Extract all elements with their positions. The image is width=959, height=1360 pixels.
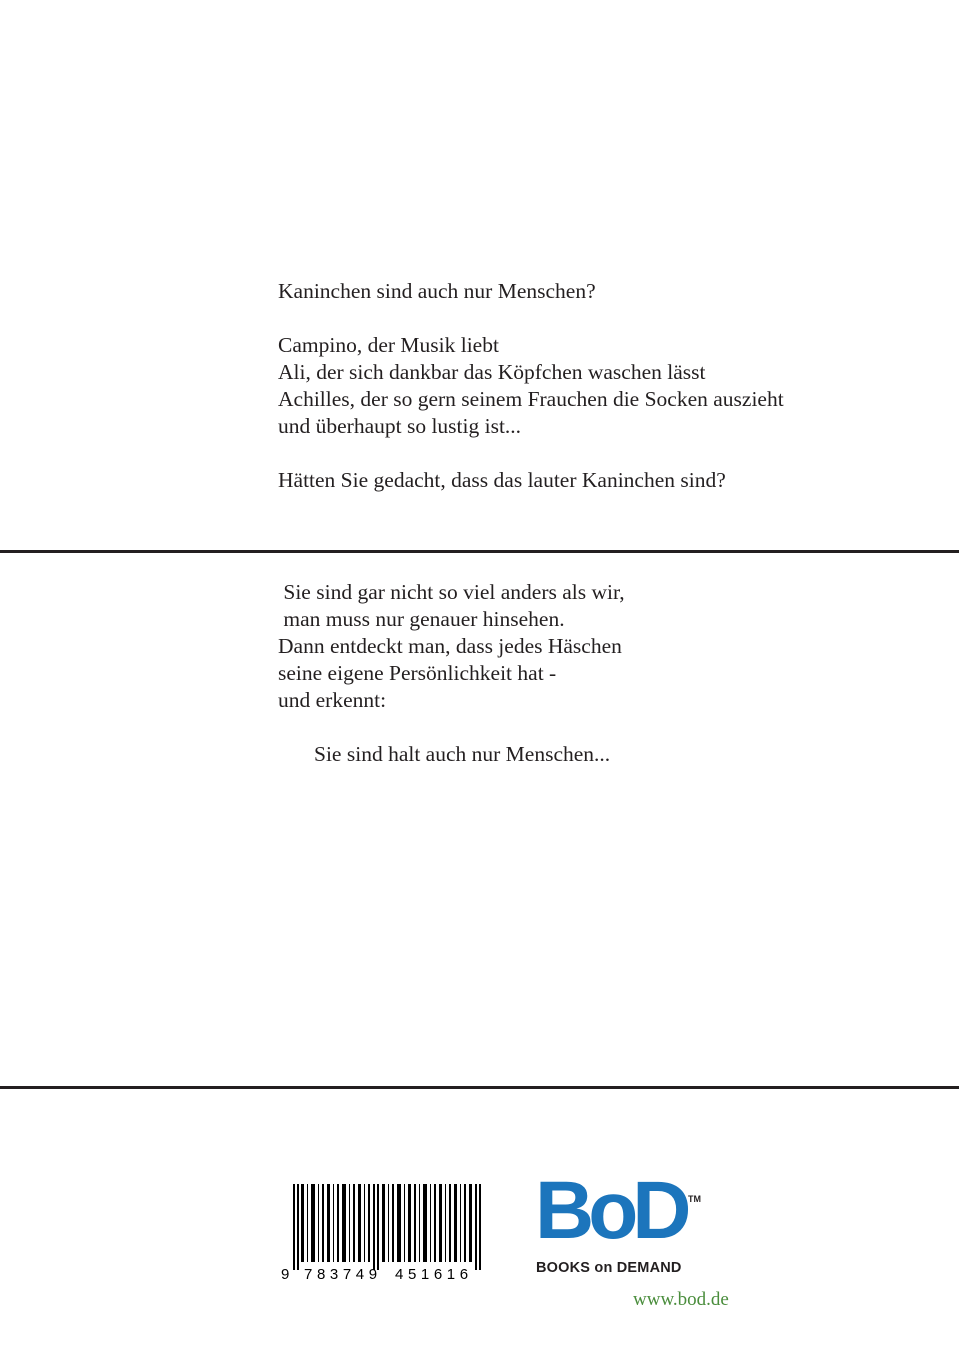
bod-logo-wordmark: BoD (535, 1165, 686, 1256)
blurb-line: Sie sind gar nicht so viel anders als wir, (278, 580, 625, 604)
barcode-digit-group: 451616 (395, 1266, 473, 1283)
barcode-bar (439, 1184, 442, 1262)
blurb-line: seine eigene Persönlichkeit hat - (278, 661, 557, 685)
barcode-bar (358, 1184, 361, 1262)
trademark-mark: TM (688, 1194, 701, 1204)
blurb-line: Dann entdeckt man, dass jedes Häschen (278, 634, 622, 658)
barcode-bars (279, 1184, 483, 1270)
barcode-bar (293, 1184, 295, 1270)
barcode-bar (388, 1184, 389, 1262)
barcode-bar (382, 1184, 385, 1262)
barcode-digit-group: 9 (281, 1266, 290, 1283)
barcode-bar (337, 1184, 339, 1262)
barcode-bar (301, 1184, 304, 1262)
barcode-bar (464, 1184, 466, 1262)
barcode-bar (454, 1184, 457, 1262)
barcode-bar (327, 1184, 330, 1262)
divider-lower (0, 1086, 959, 1089)
barcode-bar (414, 1184, 416, 1262)
barcode-bar (408, 1184, 411, 1262)
publisher-url[interactable]: www.bod.de (633, 1289, 729, 1310)
blurb-line: und überhaupt so lustig ist... (278, 414, 522, 438)
barcode-digits (279, 1266, 483, 1284)
barcode-bar (297, 1184, 299, 1270)
barcode-bar (353, 1184, 355, 1262)
barcode-bar (333, 1184, 334, 1262)
blurb-line: und erkennt: (278, 688, 387, 712)
barcode-bar (434, 1184, 436, 1262)
barcode-bar (430, 1184, 431, 1262)
blurb-line: man muss nur genauer hinsehen. (278, 607, 565, 631)
blurb-closing: Sie sind halt auch nur Menschen... (314, 742, 611, 766)
blurb-question: Hätten Sie gedacht, dass das lauter Kaninchen sind? (278, 468, 726, 492)
bod-tagline: BOOKS on DEMAND (536, 1260, 682, 1276)
barcode-bar (397, 1184, 401, 1262)
barcode-bar (377, 1184, 379, 1270)
barcode-bar (445, 1184, 446, 1262)
divider-upper (0, 550, 959, 553)
barcode-bar (423, 1184, 427, 1262)
barcode-bar (479, 1184, 481, 1270)
bod-logo (535, 1165, 705, 1280)
barcode-bar (475, 1184, 477, 1270)
barcode-bar (469, 1184, 472, 1262)
blurb-upper (278, 278, 784, 494)
barcode-bar (419, 1184, 420, 1262)
barcode-bar (449, 1184, 451, 1262)
barcode-bar (392, 1184, 394, 1262)
barcode-bar (307, 1184, 308, 1262)
barcode-bar (322, 1184, 324, 1262)
barcode-bar (404, 1184, 405, 1262)
barcode-bar (364, 1184, 365, 1262)
barcode-bar (368, 1184, 370, 1262)
barcode-bar (460, 1184, 461, 1262)
barcode-bar (311, 1184, 315, 1262)
barcode-bar (373, 1184, 375, 1270)
barcode-digit-group: 783749 (304, 1266, 382, 1283)
blurb-line: Ali, der sich dankbar das Köpfchen waschen lässt (278, 360, 706, 384)
isbn-barcode (279, 1184, 483, 1284)
blurb-line: Campino, der Musik liebt (278, 333, 499, 357)
barcode-bar (318, 1184, 319, 1262)
barcode-bar (342, 1184, 346, 1262)
blurb-line: Achilles, der so gern seinem Frauchen die Socken auszieht (278, 387, 784, 411)
blurb-middle (278, 579, 625, 768)
blurb-title-line: Kaninchen sind auch nur Menschen? (278, 279, 596, 303)
barcode-bar (349, 1184, 350, 1262)
